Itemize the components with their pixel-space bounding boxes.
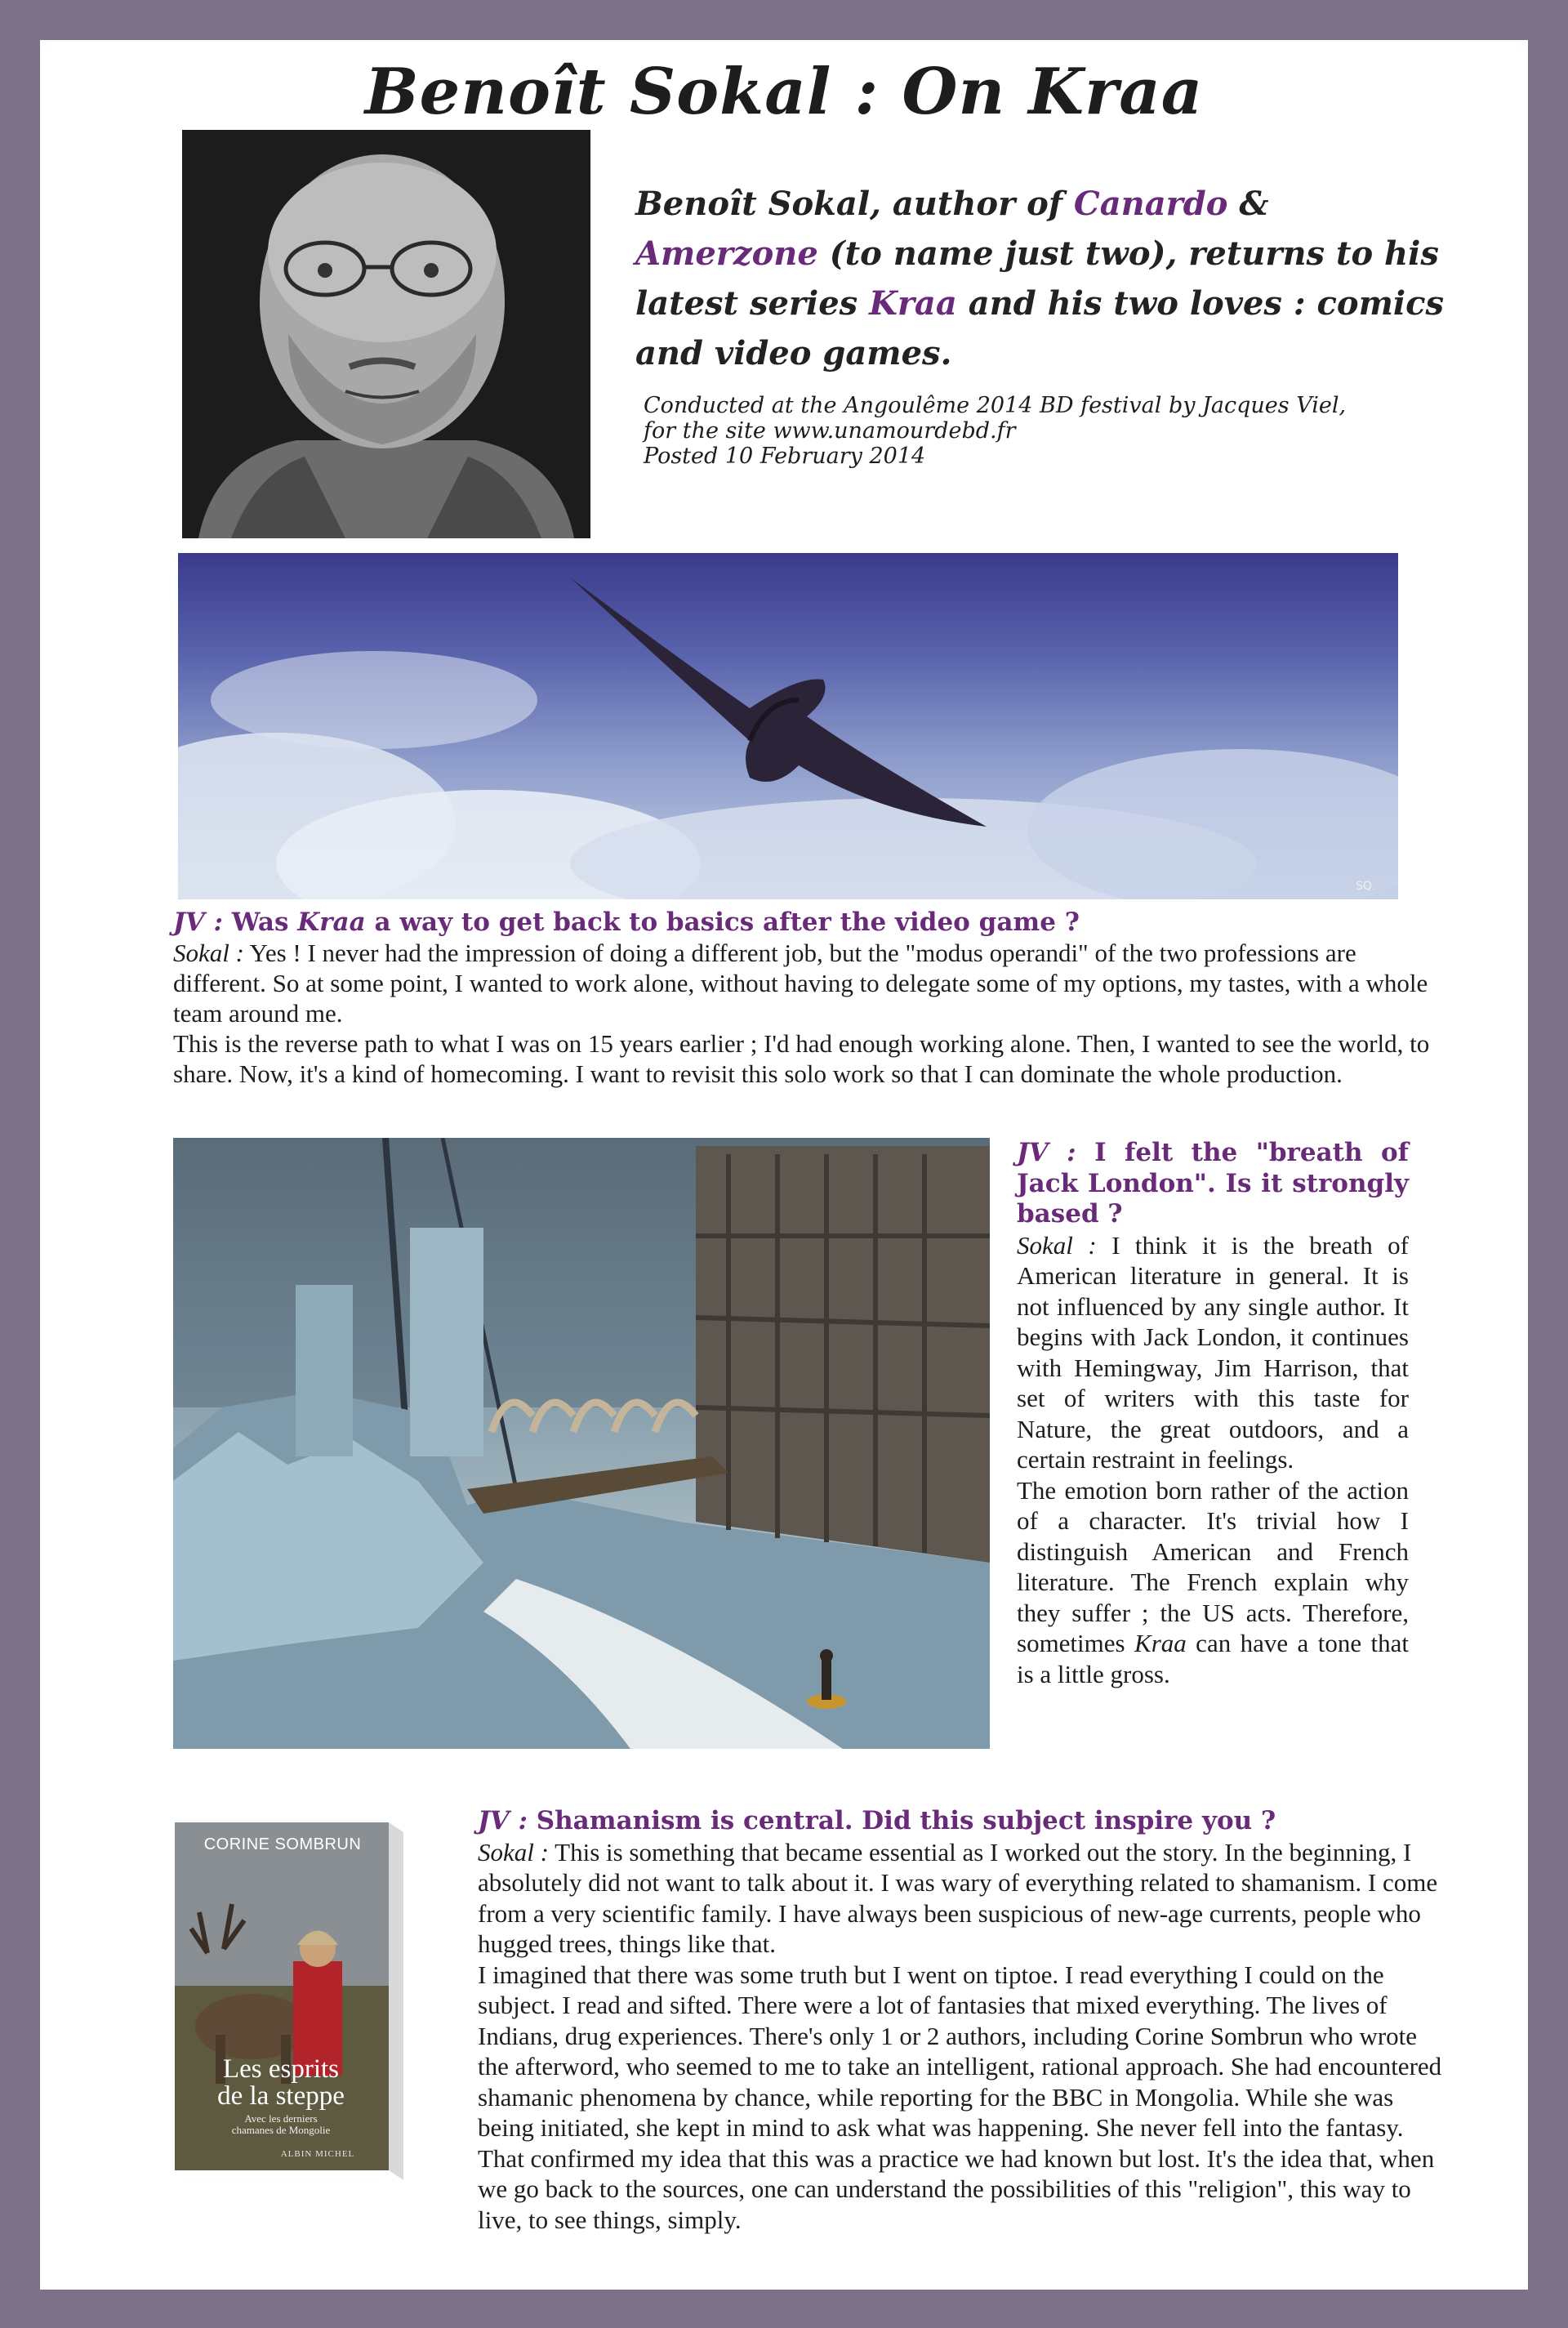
intro-link-canardo: Canardo bbox=[1073, 185, 1228, 223]
answer-2-text-b: can have a tone that is a little gross. bbox=[1017, 1629, 1409, 1688]
answer-1-text: Yes ! I never had the impression of doing a different job, but the "modus operandi" of the two professions are different. So at some point, I wanted to work alone, without having to delegate some of my options, my tastes, with a whole team around me. bbox=[173, 939, 1428, 1028]
frozen-ship-illustration bbox=[173, 1138, 990, 1749]
question-1-jv: JV : bbox=[173, 908, 223, 937]
answer-3-p2: I imagined that there was some truth but I went on tiptoe. I read everything I could on the subject. I read and sifted. There were a lot of fantasies that mixed everything. The lives of Indians, drug experiences. There's only 1 or 2 authors, including Corine Sombrun who wrote the afterword, who seemed to me to take an intelligent, rational approach. She had encountered shamanic phenomena by chance, while reporting for the BBC in Mongolia. While she was being initiated, she kept in mind to ask what was happening. She never fell into the fantasy. bbox=[478, 1960, 1442, 2142]
question-1 bbox=[173, 908, 1447, 938]
answer-3-p3: That confirmed my idea that this was a practice we had known but lost. It's the idea that, when we go back to the sources, one can understand the possibilities of this "religion", this way to live, to see things, simply. bbox=[478, 2143, 1435, 2234]
frozen-ship-drawing bbox=[173, 1138, 990, 1749]
question-1-text-b: a way to get back to basics after the video game ? bbox=[365, 908, 1080, 937]
qa-section-3 bbox=[478, 1806, 1450, 2235]
book-title-line-1: Les esprits bbox=[222, 2054, 340, 2084]
question-2-jv: JV : bbox=[1017, 1138, 1076, 1167]
portrait-drawing bbox=[182, 130, 590, 538]
question-2 bbox=[1017, 1138, 1409, 1230]
question-3-text: Shamanism is central. Did this subject inspire you ? bbox=[527, 1806, 1276, 1835]
answer-1-p2: This is the reverse path to what I was on 15 years earlier ; I'd had enough working alone. Then, I wanted to see the world, to share. Now, it's a kind of homecoming. I want to revisit this solo work so that I can dominate the whole production. bbox=[173, 1029, 1430, 1088]
book-title bbox=[191, 2056, 371, 2110]
interview-credits bbox=[644, 393, 1379, 469]
intro-link-kraa: Kraa bbox=[869, 284, 957, 323]
intro-text bbox=[635, 179, 1460, 378]
author-portrait bbox=[182, 130, 590, 538]
bird-sky-drawing bbox=[178, 553, 1398, 899]
intro-part3: (to name just two), returns to his latest series bbox=[635, 234, 1439, 323]
answer-2-kraa: Kraa bbox=[1134, 1629, 1187, 1657]
answer-1-p1 bbox=[173, 938, 1447, 1028]
question-3 bbox=[478, 1806, 1450, 1837]
credits-line-3: Posted 10 February 2014 bbox=[644, 444, 926, 469]
book-publisher: ALBIN MICHEL bbox=[280, 2149, 355, 2159]
intro-link-amerzone: Amerzone bbox=[635, 234, 818, 273]
answer-2-text: I think it is the breath of American literature in general. It is not influenced by any single author. It begins with Jack London, it continues with Hemingway, Jim Harrison, that set of writers with this taste for Nature, the great outdoors, and a certain restraint in feelings. bbox=[1017, 1230, 1409, 1474]
answer-2-text-a: The emotion born rather of the action of a character. It's trivial how I distinguish American and French literature. The French explain why they suffer ; the US acts. Therefore, sometimes bbox=[1017, 1475, 1409, 1657]
answer-3-speaker: Sokal : bbox=[478, 1837, 549, 1866]
answer-2-p2 bbox=[1017, 1475, 1409, 1690]
answer-2-speaker: Sokal : bbox=[1017, 1230, 1097, 1260]
intro-part2: & bbox=[1227, 185, 1269, 223]
intro-part4: and his two loves : comics and video games. bbox=[635, 284, 1444, 372]
question-3-jv: JV : bbox=[478, 1806, 528, 1835]
book-author: CORINE SOMBRUN bbox=[203, 1835, 362, 1853]
qa-section-2 bbox=[1017, 1138, 1409, 1689]
book-title-line-2: de la steppe bbox=[217, 2081, 345, 2111]
answer-3-p1 bbox=[478, 1837, 1450, 1960]
credits-line-1: Conducted at the Angoulême 2014 BD festival by Jacques Viel, bbox=[644, 393, 1347, 418]
book-subtitle bbox=[199, 2113, 363, 2136]
book-subtitle-line-2: chamanes de Mongolie bbox=[231, 2124, 331, 2136]
answer-1-speaker: Sokal : bbox=[173, 939, 244, 967]
qa-section-1 bbox=[173, 908, 1447, 1089]
question-2-text: I felt the "breath of Jack London". Is it strongly based ? bbox=[1017, 1138, 1409, 1229]
answer-3-text: This is something that became essential as I worked out the story. In the beginning, I absolutely did not want to talk about it. I was wary of everything related to shamanism. I come from a very scientific family. I have always been suspicious of new-age currents, people who hugged trees, things like that. bbox=[478, 1837, 1438, 1958]
book-subtitle-line-1: Avec les derniers bbox=[244, 2112, 318, 2125]
page-title: Benoît Sokal : On Kraa bbox=[364, 55, 1204, 129]
question-1-text-a: Was bbox=[222, 908, 298, 937]
book-cover bbox=[175, 1814, 403, 2183]
bird-sky-illustration bbox=[178, 553, 1398, 899]
question-1-kraa: Kraa bbox=[297, 908, 366, 937]
answer-2-p1 bbox=[1017, 1230, 1409, 1475]
credits-line-2: for the site www.unamourdebd.fr bbox=[644, 418, 1016, 444]
intro-part1: Benoît Sokal, author of bbox=[635, 185, 1074, 223]
page bbox=[40, 40, 1528, 2290]
banner-signature: SQ. bbox=[1356, 880, 1376, 893]
